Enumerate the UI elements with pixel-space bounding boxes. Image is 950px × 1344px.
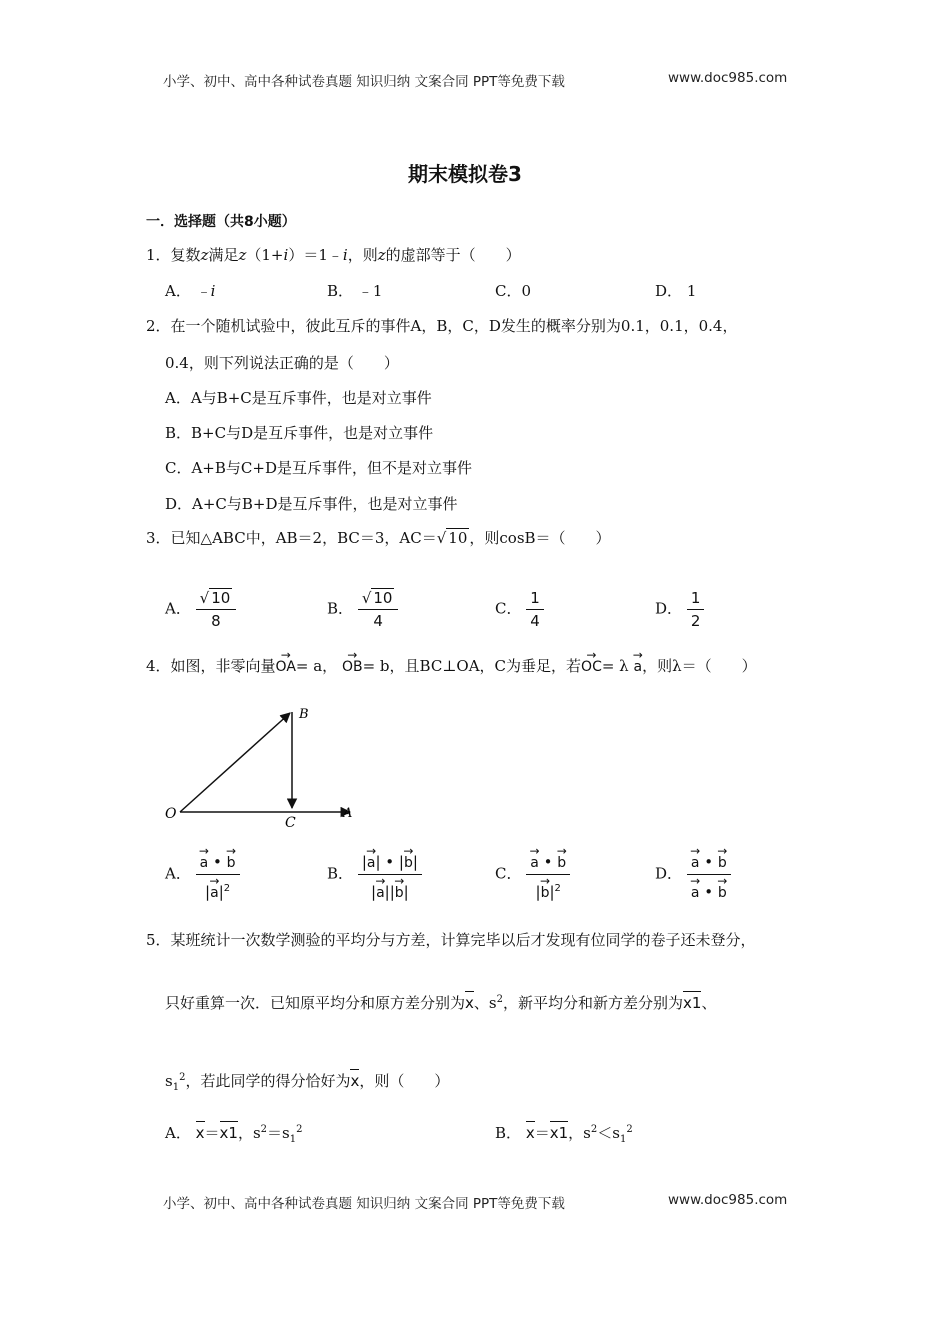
label-b: B [299, 707, 309, 722]
q2-option-a[interactable]: A．A与B+C是互斥事件，也是对立事件 [165, 389, 432, 407]
question-2-line1: 2．在一个随机试验中，彼此互斥的事件A，B，C，D发生的概率分别为0.1，0.1，0.4， [146, 317, 738, 335]
q1-option-a[interactable]: A． ﹣i [165, 282, 216, 300]
q1-option-b[interactable]: B． ﹣1 [327, 282, 383, 300]
q4-option-a[interactable]: A． → $\frac{a • \to b}{|\to a|^2}$ [165, 846, 240, 903]
q5-option-a[interactable]: A． x＝x1，$s^2=s_1^2$ [165, 1120, 303, 1150]
q5-option-b[interactable]: B． x＝x1，$s^2<s_1^2$ [495, 1120, 633, 1150]
q3-option-b[interactable]: B． $\frac{√ 10}{4}$ [327, 588, 398, 631]
q1-option-c[interactable]: C．0 [495, 282, 532, 300]
header-site-link[interactable]: www.doc985.com [668, 70, 788, 86]
question-2-line2: 0.4，则下列说法正确的是（ ） [165, 354, 399, 372]
q2-option-b[interactable]: B．B+C与D是互斥事件，也是对立事件 [165, 424, 434, 442]
question-5-line1: 5．某班统计一次数学测验的平均分与方差，计算完毕以后才发现有位同学的卷子还未登分， [146, 931, 756, 949]
q3-option-d[interactable]: D． $\frac{1}{2}$ [655, 588, 704, 631]
label-c: C [285, 815, 296, 831]
footer-site-link[interactable]: www.doc985.com [668, 1192, 788, 1208]
footer-text: 小学、初中、高中各种试卷真题 知识归纳 文案合同 PPT等免费下载 [163, 1196, 565, 1212]
page-footer [163, 1192, 565, 1212]
page-header [163, 70, 565, 90]
label-a: A [343, 806, 353, 821]
question-5-line3: $s_1^2$，若此同学的得分恰好为x，则（ ） [165, 1068, 449, 1098]
question-4: 4．如图，非零向量→ OA= a， → OB= b，且BC⊥OA，C为垂足，若→ OC= λ → a，则λ＝（ ） [146, 650, 757, 677]
q1-option-d[interactable]: D． 1 [655, 282, 697, 300]
q2-option-c[interactable]: C．A+B与C+D是互斥事件，但不是对立事件 [165, 459, 472, 477]
question-5-line2: 只好重算一次．已知原平均分和原方差分别为x、$s^2$，新平均分和新方差分别为x1、 [165, 990, 716, 1013]
question-1: 1．复数z满足z（1+i）＝1﹣i，则z的虚部等于（ ） [146, 246, 521, 264]
question-3: 3．已知△ABC中，AB＝2，BC＝3，AC＝√ 10 ，则cosB＝（ ） [146, 529, 611, 547]
label-o: O [165, 806, 177, 822]
page-title: 期末模拟卷3 [408, 162, 522, 186]
q4-option-d[interactable]: D． → a • → b → a • → b [655, 846, 731, 903]
q4-option-b[interactable]: B． $\frac{|\to a| • |\to b|}{|\to a||\to b|}$ [327, 846, 422, 903]
q4-figure [160, 700, 370, 835]
q2-option-d[interactable]: D．A+C与B+D是互斥事件，也是对立事件 [165, 495, 458, 513]
q3-option-c[interactable]: C． $\frac{1}{4}$ [495, 588, 544, 631]
header-text: 小学、初中、高中各种试卷真题 知识归纳 文案合同 PPT等免费下载 [163, 74, 565, 90]
vector-ob-line [180, 713, 290, 812]
section-heading: 一．选择题（共8小题） [146, 214, 296, 230]
q4-option-c[interactable]: C． → $\frac{a • \to b}{|\to b|^2}$ [495, 846, 570, 903]
q3-option-a[interactable]: A． $\frac{√ 10}{8}$ [165, 588, 236, 631]
sqrt-10: √ 10 [436, 529, 468, 547]
